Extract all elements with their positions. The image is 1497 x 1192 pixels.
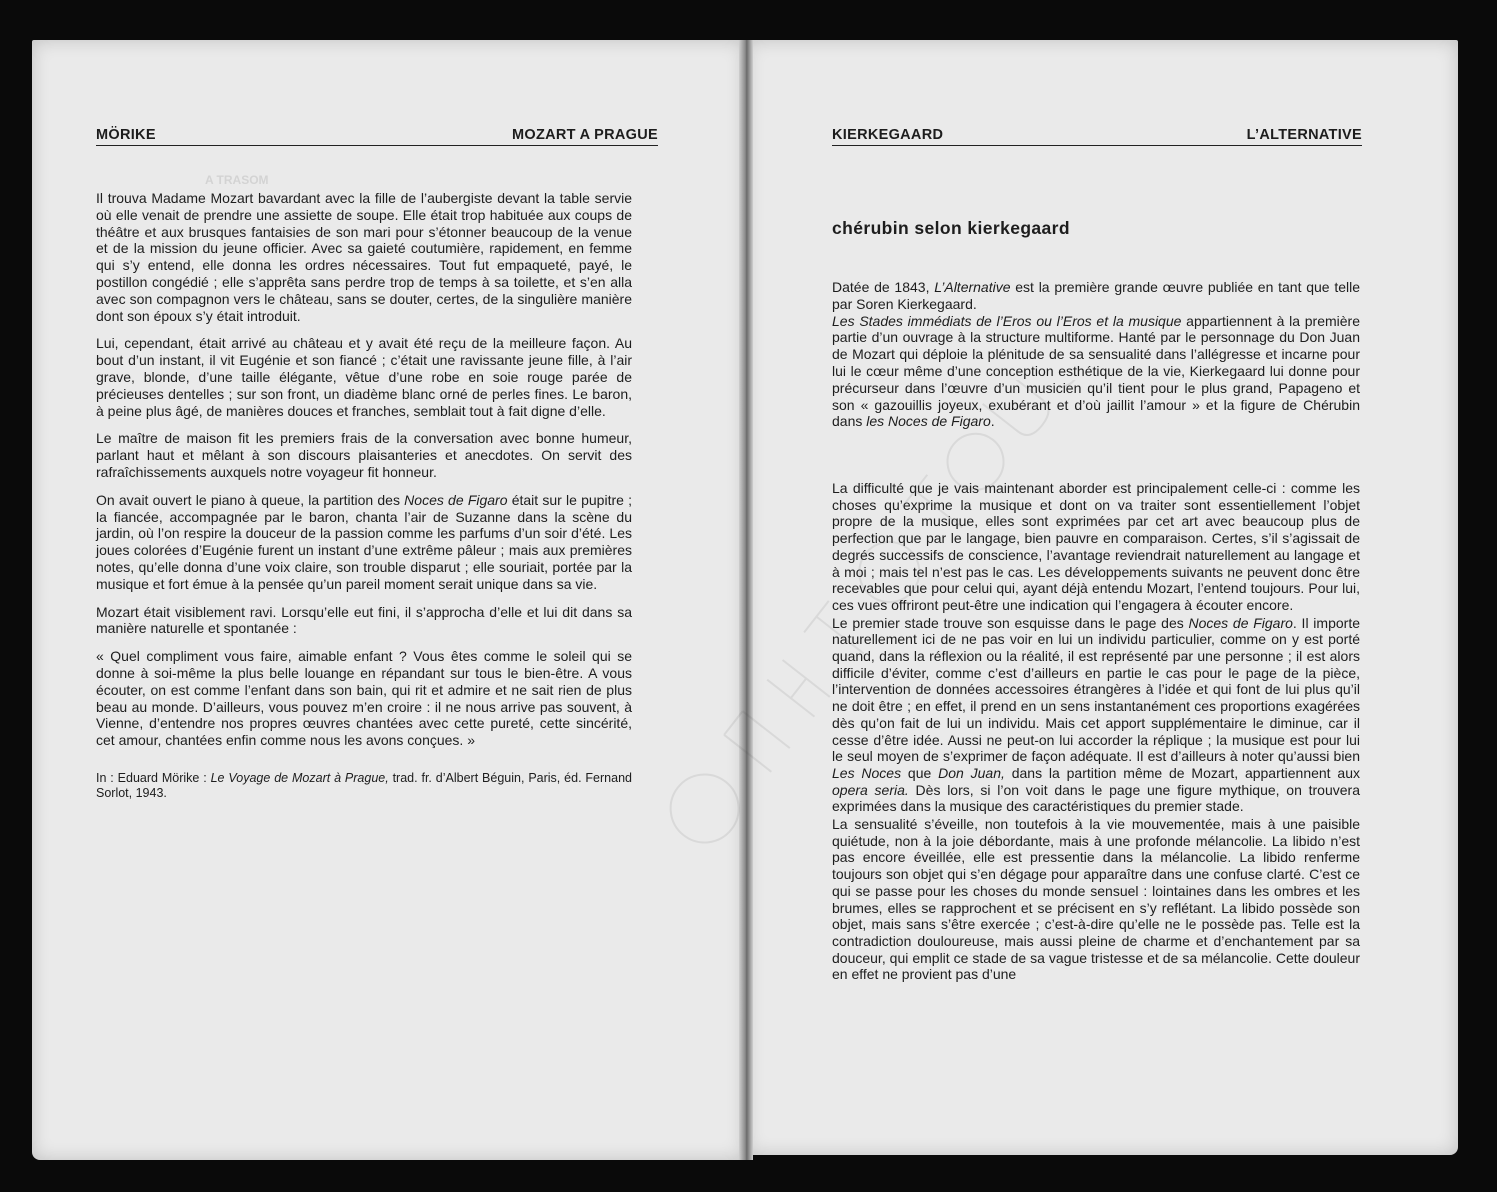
italic-title: Les Noces xyxy=(832,764,902,781)
book-gutter xyxy=(739,40,753,1160)
italic-title: L’Alternative xyxy=(934,279,1011,295)
text-run: dans la partition même de Mozart, appartiennent aux xyxy=(1004,764,1360,781)
italic-title: Noces de Figaro xyxy=(1188,614,1293,631)
left-paragraph: Lui, cependant, était arrivé au château et y avait été reçu de la meilleure façon. Au bout d’un instant, il vit Eugénie et son fiancé ; c’était une ravissante jeune fille, à l’air grave, blonde, d’une taille élégante, vêtue d’une robe en soie rouge parée de précieuses dentelles ; sur son front, un diadème blanc orné de perles fines. Le baron, à peine plus âgé, de manières douces et franches, semblait tout à fait digne d’elle. xyxy=(96,335,632,419)
chapter-title: chérubin selon kierkegaard xyxy=(832,218,1070,238)
left-paragraph: Le maître de maison fit les premiers frais de la conversation avec bonne humeur, parlant haut et mêlant à son discours plaisanteries et anecdotes. On servit des rafraîchissements auxquels notre voyageur fit honneur. xyxy=(96,430,632,480)
left-page-body xyxy=(96,190,632,801)
bleed-through-text: A TRASOM xyxy=(205,173,269,187)
text-run: In : Eduard Mörike : xyxy=(96,770,211,785)
left-running-head xyxy=(96,127,658,146)
right-header-author: KIERKEGAARD xyxy=(832,127,944,143)
source-citation xyxy=(96,771,632,801)
intro-paragraph xyxy=(832,313,1360,431)
essay-paragraph: La difficulté que je vais maintenant aborder est principalement celle-ci : comme les choses qu’exprime la musique et dont on va traiter sont essentiellement l’objet propre de la musique, elles sont exprimées par cet art avec beaucoup plus de perfection que par le langage, bien pauvre en comparaison. Certes, s’il s’agissait de degrés successifs de conscience, l’avantage reviendrait naturellement au langage et à moi ; mais tel n’est pas le cas. Les développements suivants ne peuvent donc être recevables que pour celui qui, ayant déjà entendu Mozart, l’entend toujours. Pour lui, ces vues offriront peut-être une indication qui l’engagera à écouter encore. xyxy=(832,480,1360,613)
text-run: appartiennent à la première partie d’un ouvrage à la structure multiforme. Hanté par le personnage du Don Juan de Mozart qui déploie la plénitude de sa sensualité dans l’allégresse et incarne pour lui le cœur même d’une conception esthétique de la vie, Kierkegaard lui donne pour précurseur dans l’œuvre d’un musicien qu’il tient pour le plus grand, Papageno et son « gazouillis joyeux, exubérant et d’où jaillit l’amour » et la figure de Chérubin dans xyxy=(832,312,1361,430)
text-run: Le premier stade trouve son esquisse dans le page des xyxy=(832,614,1189,631)
text-run: On avait ouvert le piano à queue, la partition des xyxy=(96,491,405,508)
text-run: Dès lors, si l’on voit dans le page une figure mythique, on trouvera exprimées dans la musique des caractéristiques du premier stade. xyxy=(832,781,1360,815)
essay-body xyxy=(832,480,1360,983)
left-paragraph: « Quel compliment vous faire, aimable enfant ? Vous êtes comme le soleil qui se donne à soi-même la plus belle louange en répandant sur tous le bien-être. A vous écouter, on est comme l’enfant dans son bain, qui rit et admire et ne sait rien de plus beau au monde. D’ailleurs, vous pouvez m’en croire : il ne nous arrive pas souvent, à Vienne, d’entendre nos propres œuvres chantées avec cette pureté, cette sincérité, cet amour, chantées enfin comme nous les avons conçues. » xyxy=(96,648,632,749)
italic-title: opera seria. xyxy=(832,781,909,798)
right-header-title: L’ALTERNATIVE xyxy=(1246,127,1362,143)
text-run: . Il importe naturellement ici de ne pas voir en lui un individu particulier, comme on y est porté quand, dans la réflexion ou la réalité, il est représenté par une personne ; il est alors difficile d’éviter, comme c’est d’ailleurs en partie le cas pour le page de la pièce, l’intervention de données accessoires étrangères à l’idée et qui font de lui plus qu’il ne doit être ; en effet, il prend en un sens instantanément ces proportions exagérées dès qu’on fait de lui un individu. Mais cet apport supplémentaire le diminue, car il cesse d’être idée. Aussi ne peut-on lui accorder la réplique ; la musique est pour lui le seul moyen de s’exprimer de façon adéquate. Il est d’ailleurs à noter qu’aussi bien xyxy=(832,614,1360,765)
italic-title: les Noces de Figaro xyxy=(866,413,991,430)
text-run: est la première grande œuvre publiée en tant que telle par Soren Kierkegaard. xyxy=(832,279,1361,312)
text-run: était sur le pupitre ; la fiancée, accompagnée par le baron, chanta l’air de Suzanne dans la scène du jardin, où l’on respire la douceur de la passion comme les parfums d’un soir d’été. Les joues colorées d’Eugénie furent un instant d’une extrême pâleur ; mais aux premières notes, qu’elle donna d’une voix claire, son trouble disparut ; elle souriait, portée par la musique et fort émue à la pensée qu’un pareil moment serait unique dans sa vie. xyxy=(96,491,633,592)
italic-title: Le Voyage de Mozart à Prague, xyxy=(210,770,389,785)
italic-title: Noces de Figaro xyxy=(404,491,508,508)
essay-paragraph: La sensualité s’éveille, non toutefois à la vie mouvementée, mais à une paisible quiétude, non à la joie débordante, mais à une profonde mélancolie. La libido n’est pas encore éveillée, elle est pressentie dans la mélancolie. La libido renferme toujours son objet qui s’en dégage pour apparaître dans une confuse clarté. C’est ce qui se passe pour les choses du monde sensuel : lointaines dans les ombres et les brumes, elles se rapprochent et se précisent en s’y reflétant. La libido possède son objet, mais sans s’être exercée ; c’est-à-dire qu’elle ne le possède pas. Telle est la contradiction douloureuse, mais aussi pleine de charme et d’enchantement par sa douceur, qui emplit ce stade de sa vague tristesse et de sa mélancolie. Cette douleur en effet ne provient pas d’une xyxy=(832,816,1360,983)
right-running-head xyxy=(832,127,1362,146)
left-header-author: MÖRIKE xyxy=(96,127,156,143)
left-paragraph: Il trouva Madame Mozart bavardant avec la fille de l’aubergiste devant la table servie où elle venait de prendre une assiette de soupe. Elle était trop habituée aux coups de théâtre et aux brusques fantaisies de son mari pour s’étonner beaucoup de la venue et de la mission du jeune officier. Avec sa gaieté coutumière, rapidement, en femme qui s’y entend, elle donna les ordres nécessaires. Tout fut empaqueté, payé, le postillon congédié ; elle s’apprêta sans perdre trop de temps à sa toilette, et s’en alla avec son compagnon vers le château, sans se douter, certes, de la singulière manière dont son époux s’y était introduit. xyxy=(96,190,632,324)
italic-title: Don Juan, xyxy=(938,764,1005,781)
text-run: que xyxy=(901,764,939,781)
text-run: . xyxy=(990,413,995,430)
text-run: trad. fr. d’Albert Béguin, Paris, éd. Fernand Sorlot, 1943. xyxy=(96,770,632,800)
left-header-title: MOZART A PRAGUE xyxy=(511,127,658,143)
text-run: Datée de 1843, xyxy=(832,279,935,295)
intro-paragraph xyxy=(832,279,1360,313)
italic-title: Les Stades immédiats de l’Eros ou l’Eros et la musique xyxy=(832,312,1182,329)
left-paragraph: Mozart était visiblement ravi. Lorsqu’elle eut fini, il s’approcha d’elle et lui dit dans sa manière naturelle et spontanée : xyxy=(96,603,632,637)
chapter-intro xyxy=(832,279,1360,430)
essay-paragraph xyxy=(832,615,1360,815)
left-paragraph xyxy=(96,492,632,593)
